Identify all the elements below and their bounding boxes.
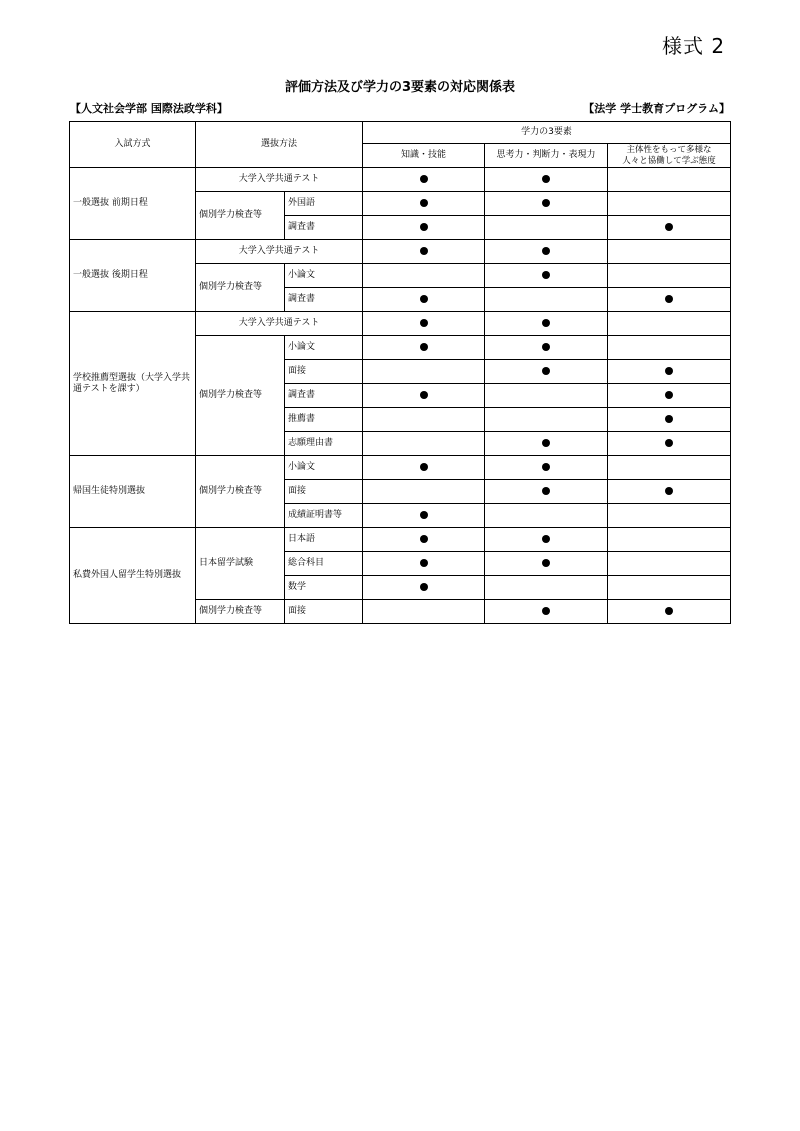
filled-circle-icon [665, 367, 673, 375]
filled-circle-icon [420, 583, 428, 591]
mark-cell [485, 216, 608, 240]
filled-circle-icon [665, 439, 673, 447]
filled-circle-icon [542, 487, 550, 495]
selection-item: 推薦書 [285, 408, 363, 432]
filled-circle-icon [420, 343, 428, 351]
mark-cell [363, 432, 485, 456]
mark-cell [363, 528, 485, 552]
selection-item: 日本語 [285, 528, 363, 552]
filled-circle-icon [420, 535, 428, 543]
selection-item: 小論文 [285, 264, 363, 288]
program-heading: 【法学 学士教育プログラム】 [583, 102, 730, 115]
mark-cell [363, 576, 485, 600]
selection-group: 日本留学試験 [196, 528, 285, 600]
selection-item: 小論文 [285, 336, 363, 360]
table-row [70, 456, 731, 480]
table-body [70, 168, 731, 624]
mark-cell [608, 192, 731, 216]
table-row [70, 240, 731, 264]
filled-circle-icon [420, 223, 428, 231]
mark-cell [608, 504, 731, 528]
mark-cell [608, 408, 731, 432]
mark-cell [485, 264, 608, 288]
header-attitude-line1: 主体性をもって多様な [626, 144, 712, 155]
mark-cell [485, 576, 608, 600]
mark-cell [608, 216, 731, 240]
common-test-label: 大学入学共通テスト [196, 240, 363, 264]
selection-item: 調査書 [285, 216, 363, 240]
filled-circle-icon [542, 175, 550, 183]
selection-item: 成績証明書等 [285, 504, 363, 528]
filled-circle-icon [542, 535, 550, 543]
header-thinking: 思考力・判断力・表現力 [485, 144, 608, 168]
mark-cell [608, 528, 731, 552]
mark-cell [485, 456, 608, 480]
selection-item: 小論文 [285, 456, 363, 480]
filled-circle-icon [542, 199, 550, 207]
table-row [70, 528, 731, 552]
filled-circle-icon [665, 391, 673, 399]
filled-circle-icon [420, 391, 428, 399]
mark-cell [363, 360, 485, 384]
mark-cell [363, 192, 485, 216]
selection-group: 個別学力検査等 [196, 456, 285, 528]
mark-cell [608, 168, 731, 192]
mark-cell [485, 240, 608, 264]
filled-circle-icon [420, 295, 428, 303]
table-row [70, 168, 731, 192]
filled-circle-icon [542, 247, 550, 255]
mark-cell [363, 216, 485, 240]
mark-cell [485, 552, 608, 576]
selection-item: 面接 [285, 360, 363, 384]
header-selection: 選抜方法 [196, 122, 363, 168]
header-method: 入試方式 [70, 122, 196, 168]
mark-cell [485, 480, 608, 504]
table-row [70, 312, 731, 336]
mark-cell [608, 288, 731, 312]
header-attitude [608, 144, 731, 168]
selection-item: 外国語 [285, 192, 363, 216]
mark-cell [363, 456, 485, 480]
exam-method: 帰国生徒特別選抜 [70, 456, 196, 528]
selection-group: 個別学力検査等 [196, 600, 285, 624]
selection-item: 面接 [285, 600, 363, 624]
mark-cell [608, 336, 731, 360]
exam-method: 一般選抜 前期日程 [70, 168, 196, 240]
filled-circle-icon [420, 199, 428, 207]
mark-cell [608, 312, 731, 336]
common-test-label: 大学入学共通テスト [196, 168, 363, 192]
filled-circle-icon [420, 559, 428, 567]
filled-circle-icon [420, 511, 428, 519]
form-label: 様式 2 [662, 34, 726, 58]
filled-circle-icon [420, 463, 428, 471]
selection-item: 面接 [285, 480, 363, 504]
mark-cell [363, 168, 485, 192]
filled-circle-icon [665, 295, 673, 303]
mark-cell [363, 600, 485, 624]
mark-cell [485, 312, 608, 336]
mark-cell [608, 576, 731, 600]
selection-item: 数学 [285, 576, 363, 600]
filled-circle-icon [542, 463, 550, 471]
mark-cell [485, 504, 608, 528]
faculty-heading: 【人文社会学部 国際法政学科】 [70, 102, 228, 115]
filled-circle-icon [542, 367, 550, 375]
mark-cell [608, 600, 731, 624]
selection-group: 個別学力検査等 [196, 192, 285, 240]
header-knowledge: 知識・技能 [363, 144, 485, 168]
filled-circle-icon [420, 247, 428, 255]
filled-circle-icon [542, 343, 550, 351]
exam-method: 一般選抜 後期日程 [70, 240, 196, 312]
filled-circle-icon [420, 319, 428, 327]
selection-item: 志願理由書 [285, 432, 363, 456]
mark-cell [485, 360, 608, 384]
filled-circle-icon [542, 439, 550, 447]
mark-cell [363, 504, 485, 528]
filled-circle-icon [665, 415, 673, 423]
mark-cell [485, 600, 608, 624]
mark-cell [608, 264, 731, 288]
selection-group: 個別学力検査等 [196, 336, 285, 456]
mark-cell [363, 408, 485, 432]
mark-cell [363, 240, 485, 264]
mark-cell [608, 432, 731, 456]
selection-item: 調査書 [285, 288, 363, 312]
selection-group: 個別学力検査等 [196, 264, 285, 312]
mark-cell [485, 336, 608, 360]
mark-cell [608, 384, 731, 408]
mark-cell [485, 384, 608, 408]
mark-cell [363, 264, 485, 288]
filled-circle-icon [665, 223, 673, 231]
header-three-elements: 学力の3要素 [363, 122, 731, 144]
mark-cell [363, 480, 485, 504]
mark-cell [363, 312, 485, 336]
header-attitude-line2: 人々と協働して学ぶ態度 [622, 155, 716, 166]
common-test-label: 大学入学共通テスト [196, 312, 363, 336]
mark-cell [608, 240, 731, 264]
mark-cell [608, 552, 731, 576]
filled-circle-icon [665, 487, 673, 495]
selection-item: 総合科目 [285, 552, 363, 576]
filled-circle-icon [542, 607, 550, 615]
mark-cell [485, 192, 608, 216]
filled-circle-icon [542, 271, 550, 279]
mark-cell [608, 480, 731, 504]
evaluation-table [69, 121, 731, 624]
selection-item: 調査書 [285, 384, 363, 408]
mark-cell [485, 408, 608, 432]
document-title: 評価方法及び学力の3要素の対応関係表 [284, 80, 516, 95]
mark-cell [608, 456, 731, 480]
filled-circle-icon [542, 559, 550, 567]
filled-circle-icon [542, 319, 550, 327]
filled-circle-icon [420, 175, 428, 183]
filled-circle-icon [665, 607, 673, 615]
mark-cell [363, 336, 485, 360]
mark-cell [485, 168, 608, 192]
mark-cell [363, 384, 485, 408]
mark-cell [363, 288, 485, 312]
mark-cell [485, 528, 608, 552]
mark-cell [363, 552, 485, 576]
exam-method: 学校推薦型選抜（大学入学共通テストを課す） [70, 312, 196, 456]
mark-cell [485, 288, 608, 312]
exam-method: 私費外国人留学生特別選抜 [70, 528, 196, 624]
mark-cell [485, 432, 608, 456]
mark-cell [608, 360, 731, 384]
